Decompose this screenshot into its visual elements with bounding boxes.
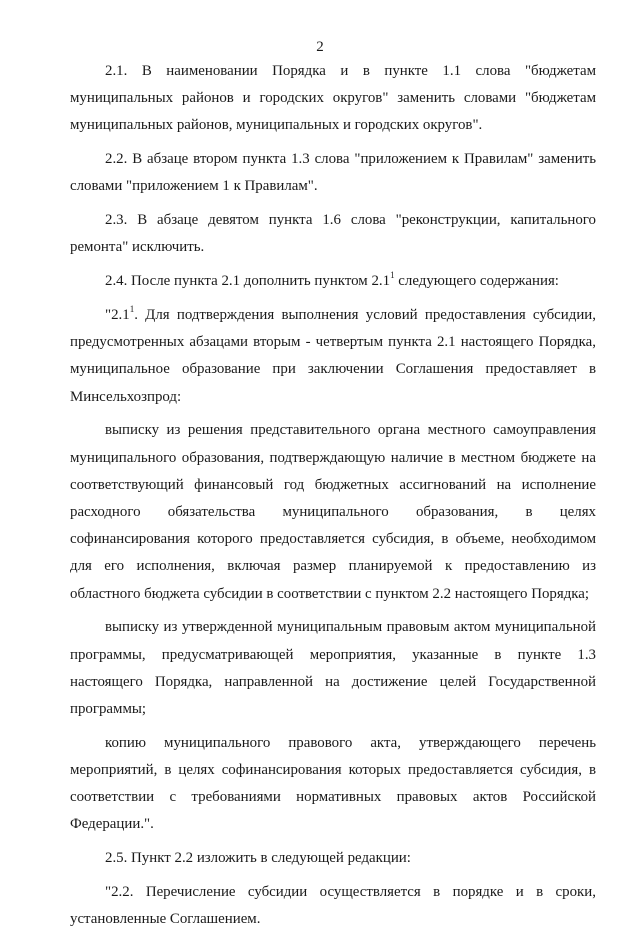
paragraph-2-1: 2.1. В наименовании Порядка и в пункте 1.1 слова "бюджетам муниципальных районов и городских округов" заменить словами "бюджетам муниципальных районов, муниципальных и городских округов". [70,63,596,134]
paragraph-budget-extract: выписку из решения представительного органа местного самоуправления муниципального образования, подтверждающую наличие в местном бюджете на соответствующий финансовый год бюджетных ассигнований на исполнение расходного обязательства муниципального образования, в целях софинансирования которого предоставляется субсидия, в объеме, необходимом для его исполнения, включая размер планируемой к предоставлению из областного бюджета субсидии в соответствии с пунктом 2.2 настоящего Порядка; [70,422,596,602]
paragraph-program-extract: выписку из утвержденной муниципальным правовым актом муниципальной программы, предусматривающей мероприятия, указанные в пункте 1.3 настоящего Порядка, направленной на достижение целей Государственной программы; [70,619,596,718]
paragraph-2-2: 2.2. В абзаце втором пункта 1.3 слова "приложением к Правилам" заменить словами "приложением 1 к Правилам". [70,151,596,195]
superscript-1: 1 [129,304,135,315]
superscript-1: 1 [390,270,395,281]
paragraph-2-1-1-lead: "2.1 [105,307,130,323]
document-body [70,58,596,940]
paragraph-2-3: 2.3. В абзаце девятом пункта 1.6 слова "реконструкции, капитального ремонта" исключить. [70,212,596,256]
paragraph-2-2-new: "2.2. Перечисление субсидии осуществляется в порядке и в сроки, установленные Соглашением. [70,884,596,928]
paragraph-2-5: 2.5. Пункт 2.2 изложить в следующей редакции: [105,850,411,867]
paragraph-2-1-1 [70,302,596,411]
paragraph-2-4-text: 2.4. После пункта 2.1 дополнить пунктом 2.1 [105,273,391,290]
paragraph-2-4 [70,268,596,295]
paragraph-legal-act-copy: копию муниципального правового акта, утверждающего перечень мероприятий, в целях софинансирования которых предоставляется субсидия, в соответствии с требованиями нормативных правовых актов Российской Федерации.". [70,734,596,833]
page-number: 2 [316,39,324,55]
paragraph-2-4-tail: следующего содержания: [394,273,559,290]
paragraph-2-1-1-text: . Для подтверждения выполнения условий предоставления субсидии, предусмотренных абзацами вторым - четвертым пункта 2.1 настоящего Порядка, муниципальное образование при заключении Соглашения предоставляет в Минсельхозпрод: [70,307,596,405]
